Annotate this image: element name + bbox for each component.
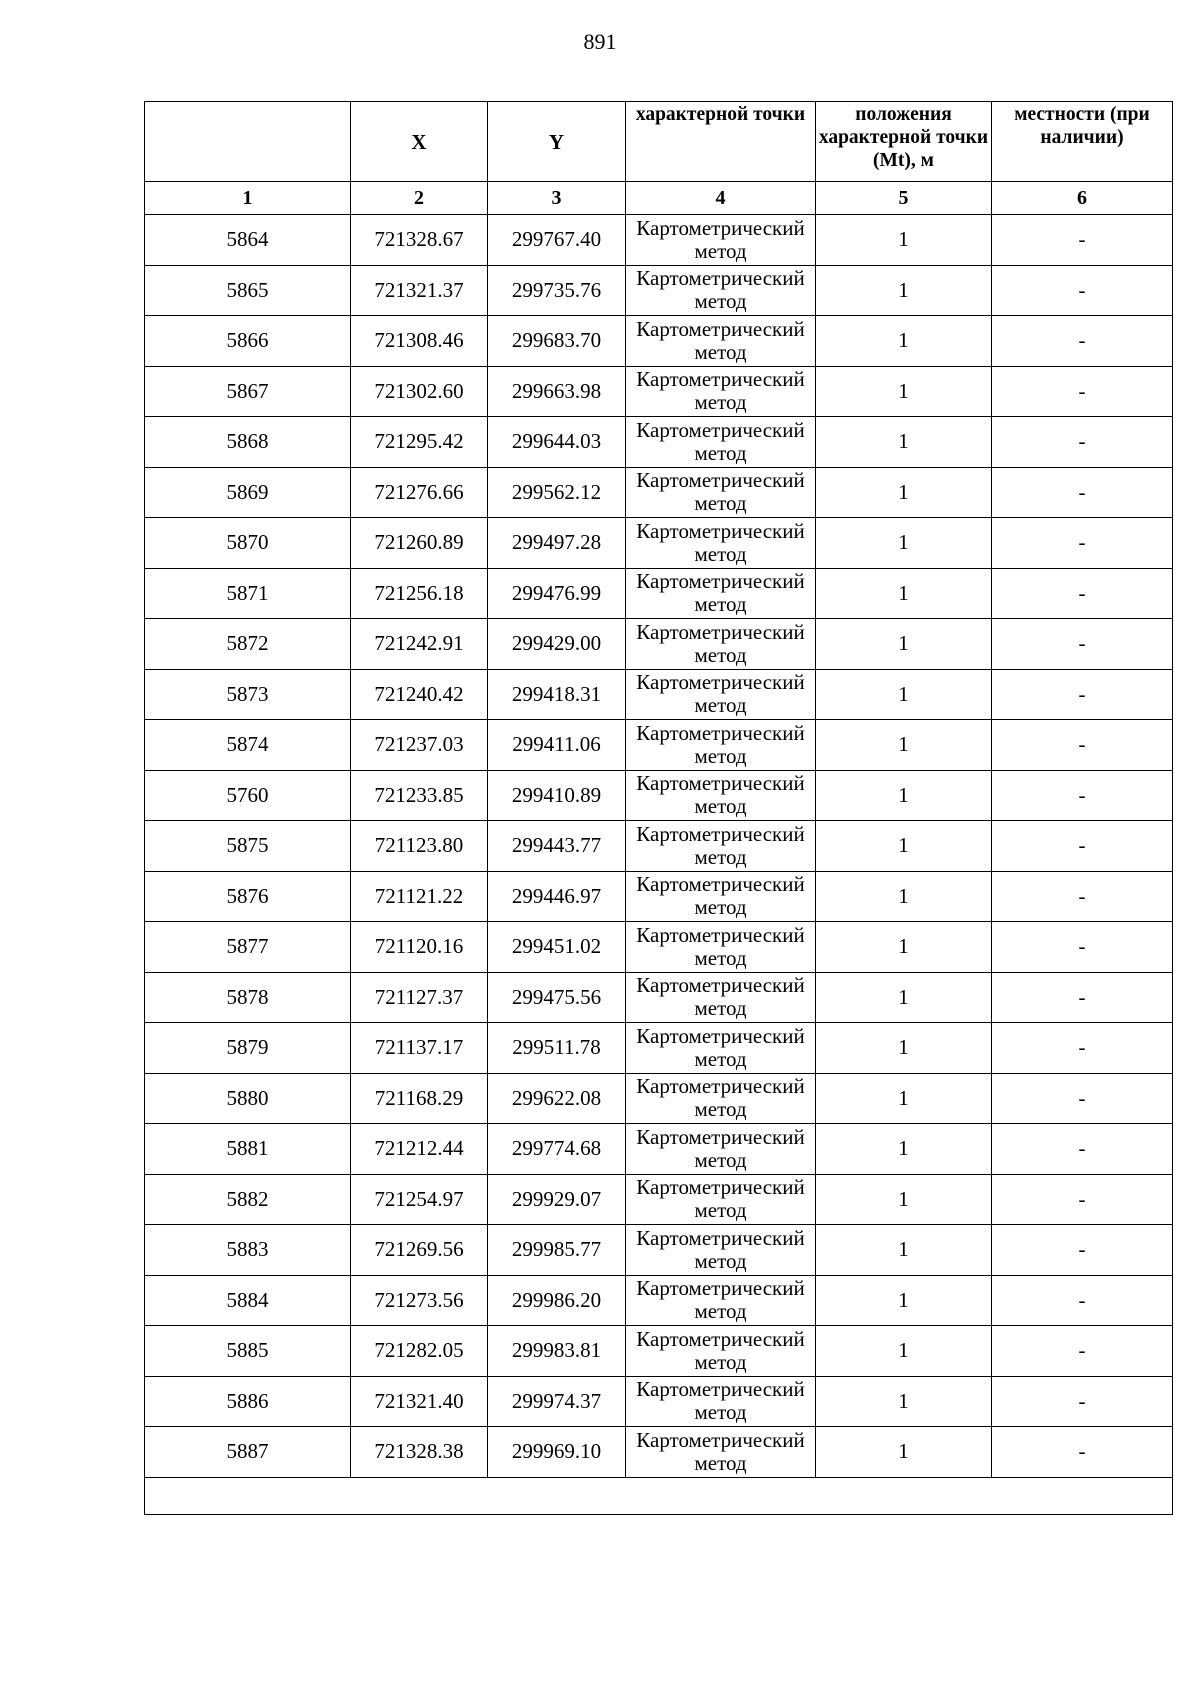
method-text-line1: Картометрический — [636, 518, 805, 543]
accuracy-cell: 1 — [816, 1376, 992, 1427]
point-number-cell: 5875 — [145, 821, 351, 872]
table-row — [145, 720, 1173, 771]
header-cell-x: X — [351, 102, 488, 182]
method-text-line2: метод — [694, 440, 747, 465]
method-text-line2: метод — [694, 895, 747, 920]
table-row — [145, 1275, 1173, 1326]
accuracy-cell: 1 — [816, 316, 992, 367]
method-cell — [626, 1023, 816, 1074]
description-cell: - — [992, 1174, 1173, 1225]
accuracy-cell: 1 — [816, 417, 992, 468]
accuracy-cell: 1 — [816, 1023, 992, 1074]
method-text-line2: метод — [694, 844, 747, 869]
method-text-line2: метод — [694, 1097, 747, 1122]
method-text-line2: метод — [694, 541, 747, 566]
column-number: 5 — [816, 182, 992, 215]
description-cell: - — [992, 770, 1173, 821]
description-cell: - — [992, 1376, 1173, 1427]
method-text-line2: метод — [694, 339, 747, 364]
x-coordinate-cell: 721260.89 — [351, 518, 488, 569]
method-text-line1: Картометрический — [636, 1074, 805, 1099]
x-coordinate-cell: 721273.56 — [351, 1275, 488, 1326]
accuracy-cell: 1 — [816, 972, 992, 1023]
table-row — [145, 316, 1173, 367]
method-text-line1: Картометрический — [636, 1377, 805, 1402]
method-text-line2: метод — [694, 642, 747, 667]
point-number-cell: 5872 — [145, 619, 351, 670]
table-row — [145, 467, 1173, 518]
method-text-line1: Картометрический — [636, 266, 805, 291]
method-text-line2: метод — [694, 1046, 747, 1071]
x-coordinate-cell: 721328.38 — [351, 1427, 488, 1478]
method-text-line1: Картометрический — [636, 215, 805, 240]
table-row — [145, 1326, 1173, 1377]
method-text-line1: Картометрический — [636, 771, 805, 796]
description-cell: - — [992, 265, 1173, 316]
method-text-line1: Картометрический — [636, 367, 805, 392]
y-coordinate-cell: 299476.99 — [488, 568, 626, 619]
accuracy-cell: 1 — [816, 568, 992, 619]
method-text-line2: метод — [694, 390, 747, 415]
description-cell: - — [992, 720, 1173, 771]
description-cell: - — [992, 1124, 1173, 1175]
y-coordinate-cell: 299986.20 — [488, 1275, 626, 1326]
header-cell-y: Y — [488, 102, 626, 182]
accuracy-cell: 1 — [816, 518, 992, 569]
column-number: 3 — [488, 182, 626, 215]
method-cell — [626, 619, 816, 670]
method-text-line1: Картометрический — [636, 720, 805, 745]
y-coordinate-cell: 299446.97 — [488, 871, 626, 922]
description-cell: - — [992, 669, 1173, 720]
header-cell-description: местности (при наличии) — [992, 102, 1173, 182]
method-text-line2: метод — [694, 491, 747, 516]
table-row — [145, 1376, 1173, 1427]
table-row — [145, 366, 1173, 417]
point-number-cell: 5868 — [145, 417, 351, 468]
x-coordinate-cell: 721308.46 — [351, 316, 488, 367]
table-row — [145, 922, 1173, 973]
description-cell: - — [992, 619, 1173, 670]
table-row — [145, 871, 1173, 922]
x-coordinate-cell: 721242.91 — [351, 619, 488, 670]
point-number-cell: 5874 — [145, 720, 351, 771]
method-text-line1: Картометрический — [636, 1427, 805, 1452]
method-text-line1: Картометрический — [636, 1276, 805, 1301]
method-cell — [626, 972, 816, 1023]
point-number-cell: 5760 — [145, 770, 351, 821]
method-text-line1: Картометрический — [636, 1225, 805, 1250]
method-cell — [626, 1326, 816, 1377]
description-cell: - — [992, 1427, 1173, 1478]
method-cell — [626, 1427, 816, 1478]
table-row — [145, 1225, 1173, 1276]
y-coordinate-cell: 299644.03 — [488, 417, 626, 468]
y-coordinate-cell: 299985.77 — [488, 1225, 626, 1276]
method-text-line1: Картометрический — [636, 316, 805, 341]
header-row — [145, 102, 1173, 182]
y-coordinate-cell: 299475.56 — [488, 972, 626, 1023]
method-cell — [626, 720, 816, 771]
header-cell-accuracy: положения характерной точки (Mt), м — [816, 102, 992, 182]
method-cell — [626, 1275, 816, 1326]
description-cell: - — [992, 417, 1173, 468]
x-coordinate-cell: 721276.66 — [351, 467, 488, 518]
point-number-cell: 5880 — [145, 1073, 351, 1124]
x-coordinate-cell: 721256.18 — [351, 568, 488, 619]
x-coordinate-cell: 721328.67 — [351, 215, 488, 266]
method-cell — [626, 1124, 816, 1175]
description-cell: - — [992, 518, 1173, 569]
x-coordinate-cell: 721127.37 — [351, 972, 488, 1023]
table-row — [145, 821, 1173, 872]
x-coordinate-cell: 721302.60 — [351, 366, 488, 417]
table-body — [145, 102, 1173, 1515]
method-cell — [626, 871, 816, 922]
method-text-line2: метод — [694, 1450, 747, 1475]
method-text-line2: метод — [694, 592, 747, 617]
x-coordinate-cell: 721240.42 — [351, 669, 488, 720]
y-coordinate-cell: 299969.10 — [488, 1427, 626, 1478]
coordinates-table — [144, 101, 1173, 1515]
description-cell: - — [992, 568, 1173, 619]
point-number-cell: 5885 — [145, 1326, 351, 1377]
column-number: 4 — [626, 182, 816, 215]
method-text-line1: Картометрический — [636, 1175, 805, 1200]
method-cell — [626, 770, 816, 821]
accuracy-cell: 1 — [816, 366, 992, 417]
method-text-line1: Картометрический — [636, 670, 805, 695]
x-coordinate-cell: 721321.37 — [351, 265, 488, 316]
method-text-line2: метод — [694, 996, 747, 1021]
method-text-line2: метод — [694, 1349, 747, 1374]
y-coordinate-cell: 299929.07 — [488, 1174, 626, 1225]
method-text-line2: метод — [694, 1198, 747, 1223]
method-text-line2: метод — [694, 743, 747, 768]
description-cell: - — [992, 871, 1173, 922]
accuracy-cell: 1 — [816, 1174, 992, 1225]
x-coordinate-cell: 721295.42 — [351, 417, 488, 468]
point-number-cell: 5869 — [145, 467, 351, 518]
y-coordinate-cell: 299774.68 — [488, 1124, 626, 1175]
page-number: 891 — [583, 29, 617, 54]
method-text-line1: Картометрический — [636, 872, 805, 897]
x-coordinate-cell: 721212.44 — [351, 1124, 488, 1175]
accuracy-cell: 1 — [816, 1225, 992, 1276]
method-cell — [626, 316, 816, 367]
method-text-line2: метод — [694, 1299, 747, 1324]
table-row — [145, 417, 1173, 468]
x-coordinate-cell: 721237.03 — [351, 720, 488, 771]
point-number-cell: 5876 — [145, 871, 351, 922]
method-cell — [626, 366, 816, 417]
y-coordinate-cell: 299767.40 — [488, 215, 626, 266]
accuracy-cell: 1 — [816, 669, 992, 720]
point-number-cell: 5886 — [145, 1376, 351, 1427]
point-number-cell: 5879 — [145, 1023, 351, 1074]
y-coordinate-cell: 299451.02 — [488, 922, 626, 973]
point-number-cell: 5881 — [145, 1124, 351, 1175]
y-coordinate-cell: 299411.06 — [488, 720, 626, 771]
method-cell — [626, 417, 816, 468]
y-coordinate-cell: 299683.70 — [488, 316, 626, 367]
x-coordinate-cell: 721254.97 — [351, 1174, 488, 1225]
accuracy-cell: 1 — [816, 1073, 992, 1124]
description-cell: - — [992, 821, 1173, 872]
empty-cell — [145, 1477, 1173, 1514]
method-text-line2: метод — [694, 1248, 747, 1273]
table-row — [145, 1427, 1173, 1478]
x-coordinate-cell: 721321.40 — [351, 1376, 488, 1427]
accuracy-cell: 1 — [816, 215, 992, 266]
method-cell — [626, 265, 816, 316]
table-row — [145, 619, 1173, 670]
method-cell — [626, 215, 816, 266]
y-coordinate-cell: 299497.28 — [488, 518, 626, 569]
y-coordinate-cell: 299622.08 — [488, 1073, 626, 1124]
point-number-cell: 5882 — [145, 1174, 351, 1225]
table-row — [145, 265, 1173, 316]
method-text-line1: Картометрический — [636, 1326, 805, 1351]
column-number: 6 — [992, 182, 1173, 215]
method-text-line1: Картометрический — [636, 619, 805, 644]
table-row — [145, 215, 1173, 266]
method-text-line1: Картометрический — [636, 821, 805, 846]
table-row — [145, 1174, 1173, 1225]
method-text-line2: метод — [694, 1400, 747, 1425]
column-number-row — [145, 182, 1173, 215]
y-coordinate-cell: 299663.98 — [488, 366, 626, 417]
method-cell — [626, 1174, 816, 1225]
method-text-line2: метод — [694, 945, 747, 970]
method-cell — [626, 568, 816, 619]
description-cell: - — [992, 467, 1173, 518]
method-cell — [626, 922, 816, 973]
point-number-cell: 5887 — [145, 1427, 351, 1478]
accuracy-cell: 1 — [816, 1124, 992, 1175]
point-number-cell: 5870 — [145, 518, 351, 569]
point-number-cell: 5871 — [145, 568, 351, 619]
description-cell: - — [992, 1326, 1173, 1377]
x-coordinate-cell: 721137.17 — [351, 1023, 488, 1074]
accuracy-cell: 1 — [816, 720, 992, 771]
accuracy-cell: 1 — [816, 467, 992, 518]
method-cell — [626, 518, 816, 569]
x-coordinate-cell: 721168.29 — [351, 1073, 488, 1124]
y-coordinate-cell: 299562.12 — [488, 467, 626, 518]
description-cell: - — [992, 1073, 1173, 1124]
description-cell: - — [992, 972, 1173, 1023]
method-text-line1: Картометрический — [636, 1124, 805, 1149]
y-coordinate-cell: 299511.78 — [488, 1023, 626, 1074]
header-cell-method: характерной точки — [626, 102, 816, 182]
method-text-line1: Картометрический — [636, 973, 805, 998]
column-number: 2 — [351, 182, 488, 215]
accuracy-cell: 1 — [816, 922, 992, 973]
method-text-line2: метод — [694, 289, 747, 314]
x-coordinate-cell: 721120.16 — [351, 922, 488, 973]
description-cell: - — [992, 215, 1173, 266]
method-text-line2: метод — [694, 238, 747, 263]
x-coordinate-cell: 721269.56 — [351, 1225, 488, 1276]
accuracy-cell: 1 — [816, 619, 992, 670]
x-coordinate-cell: 721233.85 — [351, 770, 488, 821]
description-cell: - — [992, 1275, 1173, 1326]
table-row — [145, 1124, 1173, 1175]
point-number-cell: 5878 — [145, 972, 351, 1023]
table-row — [145, 1023, 1173, 1074]
method-text-line1: Картометрический — [636, 468, 805, 493]
x-coordinate-cell: 721121.22 — [351, 871, 488, 922]
table-row — [145, 770, 1173, 821]
description-cell: - — [992, 922, 1173, 973]
point-number-cell: 5867 — [145, 366, 351, 417]
y-coordinate-cell: 299418.31 — [488, 669, 626, 720]
point-number-cell: 5883 — [145, 1225, 351, 1276]
column-number: 1 — [145, 182, 351, 215]
method-cell — [626, 467, 816, 518]
method-text-line1: Картометрический — [636, 922, 805, 947]
method-text-line2: метод — [694, 693, 747, 718]
accuracy-cell: 1 — [816, 1427, 992, 1478]
point-number-cell: 5865 — [145, 265, 351, 316]
table-row — [145, 972, 1173, 1023]
y-coordinate-cell: 299983.81 — [488, 1326, 626, 1377]
y-coordinate-cell: 299429.00 — [488, 619, 626, 670]
y-coordinate-cell: 299974.37 — [488, 1376, 626, 1427]
accuracy-cell: 1 — [816, 1326, 992, 1377]
description-cell: - — [992, 316, 1173, 367]
x-coordinate-cell: 721282.05 — [351, 1326, 488, 1377]
description-cell: - — [992, 366, 1173, 417]
accuracy-cell: 1 — [816, 770, 992, 821]
table-row — [145, 568, 1173, 619]
point-number-cell: 5884 — [145, 1275, 351, 1326]
point-number-cell: 5866 — [145, 316, 351, 367]
method-cell — [626, 669, 816, 720]
accuracy-cell: 1 — [816, 871, 992, 922]
y-coordinate-cell: 299410.89 — [488, 770, 626, 821]
accuracy-cell: 1 — [816, 821, 992, 872]
method-text-line1: Картометрический — [636, 1023, 805, 1048]
empty-row — [145, 1477, 1173, 1514]
method-text-line2: метод — [694, 794, 747, 819]
y-coordinate-cell: 299443.77 — [488, 821, 626, 872]
method-text-line1: Картометрический — [636, 569, 805, 594]
point-number-cell: 5873 — [145, 669, 351, 720]
method-cell — [626, 821, 816, 872]
description-cell: - — [992, 1225, 1173, 1276]
method-cell — [626, 1376, 816, 1427]
x-coordinate-cell: 721123.80 — [351, 821, 488, 872]
point-number-cell: 5877 — [145, 922, 351, 973]
method-cell — [626, 1225, 816, 1276]
method-text-line1: Картометрический — [636, 417, 805, 442]
accuracy-cell: 1 — [816, 1275, 992, 1326]
table-row — [145, 669, 1173, 720]
header-cell-point — [145, 102, 351, 182]
table-row — [145, 1073, 1173, 1124]
description-cell: - — [992, 1023, 1173, 1074]
y-coordinate-cell: 299735.76 — [488, 265, 626, 316]
table-row — [145, 518, 1173, 569]
method-cell — [626, 1073, 816, 1124]
method-text-line2: метод — [694, 1147, 747, 1172]
accuracy-cell: 1 — [816, 265, 992, 316]
point-number-cell: 5864 — [145, 215, 351, 266]
